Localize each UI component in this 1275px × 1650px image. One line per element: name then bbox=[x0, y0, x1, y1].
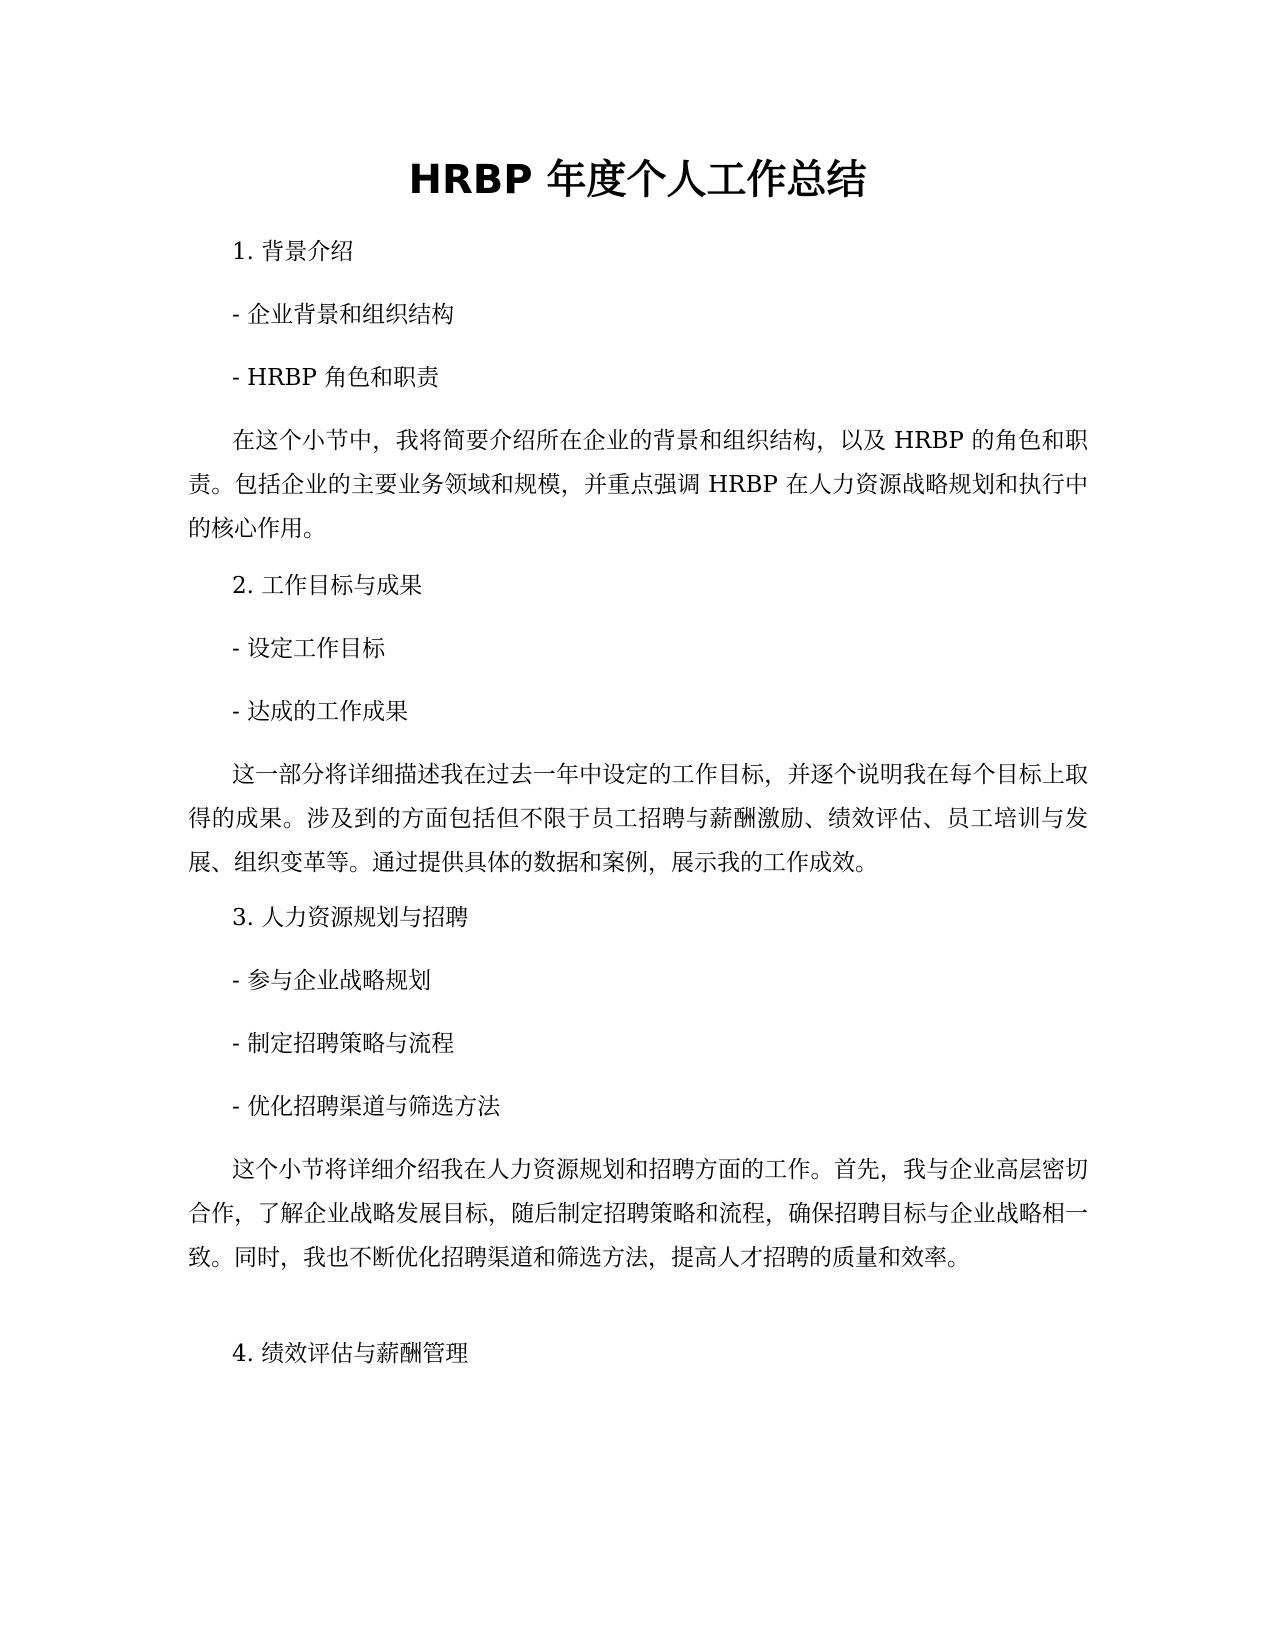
bullet-item: - HRBP 角色和职责 bbox=[232, 365, 440, 391]
section-heading: 2. 工作目标与成果 bbox=[232, 573, 423, 599]
bullet-item: - 制定招聘策略与流程 bbox=[232, 1031, 455, 1057]
section-paragraph: 在这个小节中，我将简要介绍所在企业的背景和组织结构，以及 HRBP 的角色和职责。包括企业的主要业务领域和规模，并重点强调 HRBP 在人力资源战略规划和执行中的核心作用。 bbox=[188, 428, 1088, 542]
section-paragraph: 这个小节将详细介绍我在人力资源规划和招聘方面的工作。首先，我与企业高层密切合作，了解企业战略发展目标，随后制定招聘策略和流程，确保招聘目标与企业战略相一致。同时，我也不断优化招聘渠道和筛选方法，提高人才招聘的质量和效率。 bbox=[188, 1157, 1088, 1271]
bullet-item: - 达成的工作成果 bbox=[232, 699, 409, 725]
bullet-item: - 企业背景和组织结构 bbox=[232, 302, 455, 328]
bullet-item: - 参与企业战略规划 bbox=[232, 968, 432, 994]
section-heading: 1. 背景介绍 bbox=[232, 239, 354, 265]
document-title: HRBP 年度个人工作总结 bbox=[408, 157, 867, 203]
section-heading: 3. 人力资源规划与招聘 bbox=[232, 905, 469, 931]
bullet-item: - 优化招聘渠道与筛选方法 bbox=[232, 1094, 501, 1120]
bullet-item: - 设定工作目标 bbox=[232, 636, 386, 662]
section-heading: 4. 绩效评估与薪酬管理 bbox=[232, 1341, 469, 1367]
section-paragraph: 这一部分将详细描述我在过去一年中设定的工作目标，并逐个说明我在每个目标上取得的成果。涉及到的方面包括但不限于员工招聘与薪酬激励、绩效评估、员工培训与发展、组织变革等。通过提供具体的数据和案例，展示我的工作成效。 bbox=[188, 762, 1088, 876]
